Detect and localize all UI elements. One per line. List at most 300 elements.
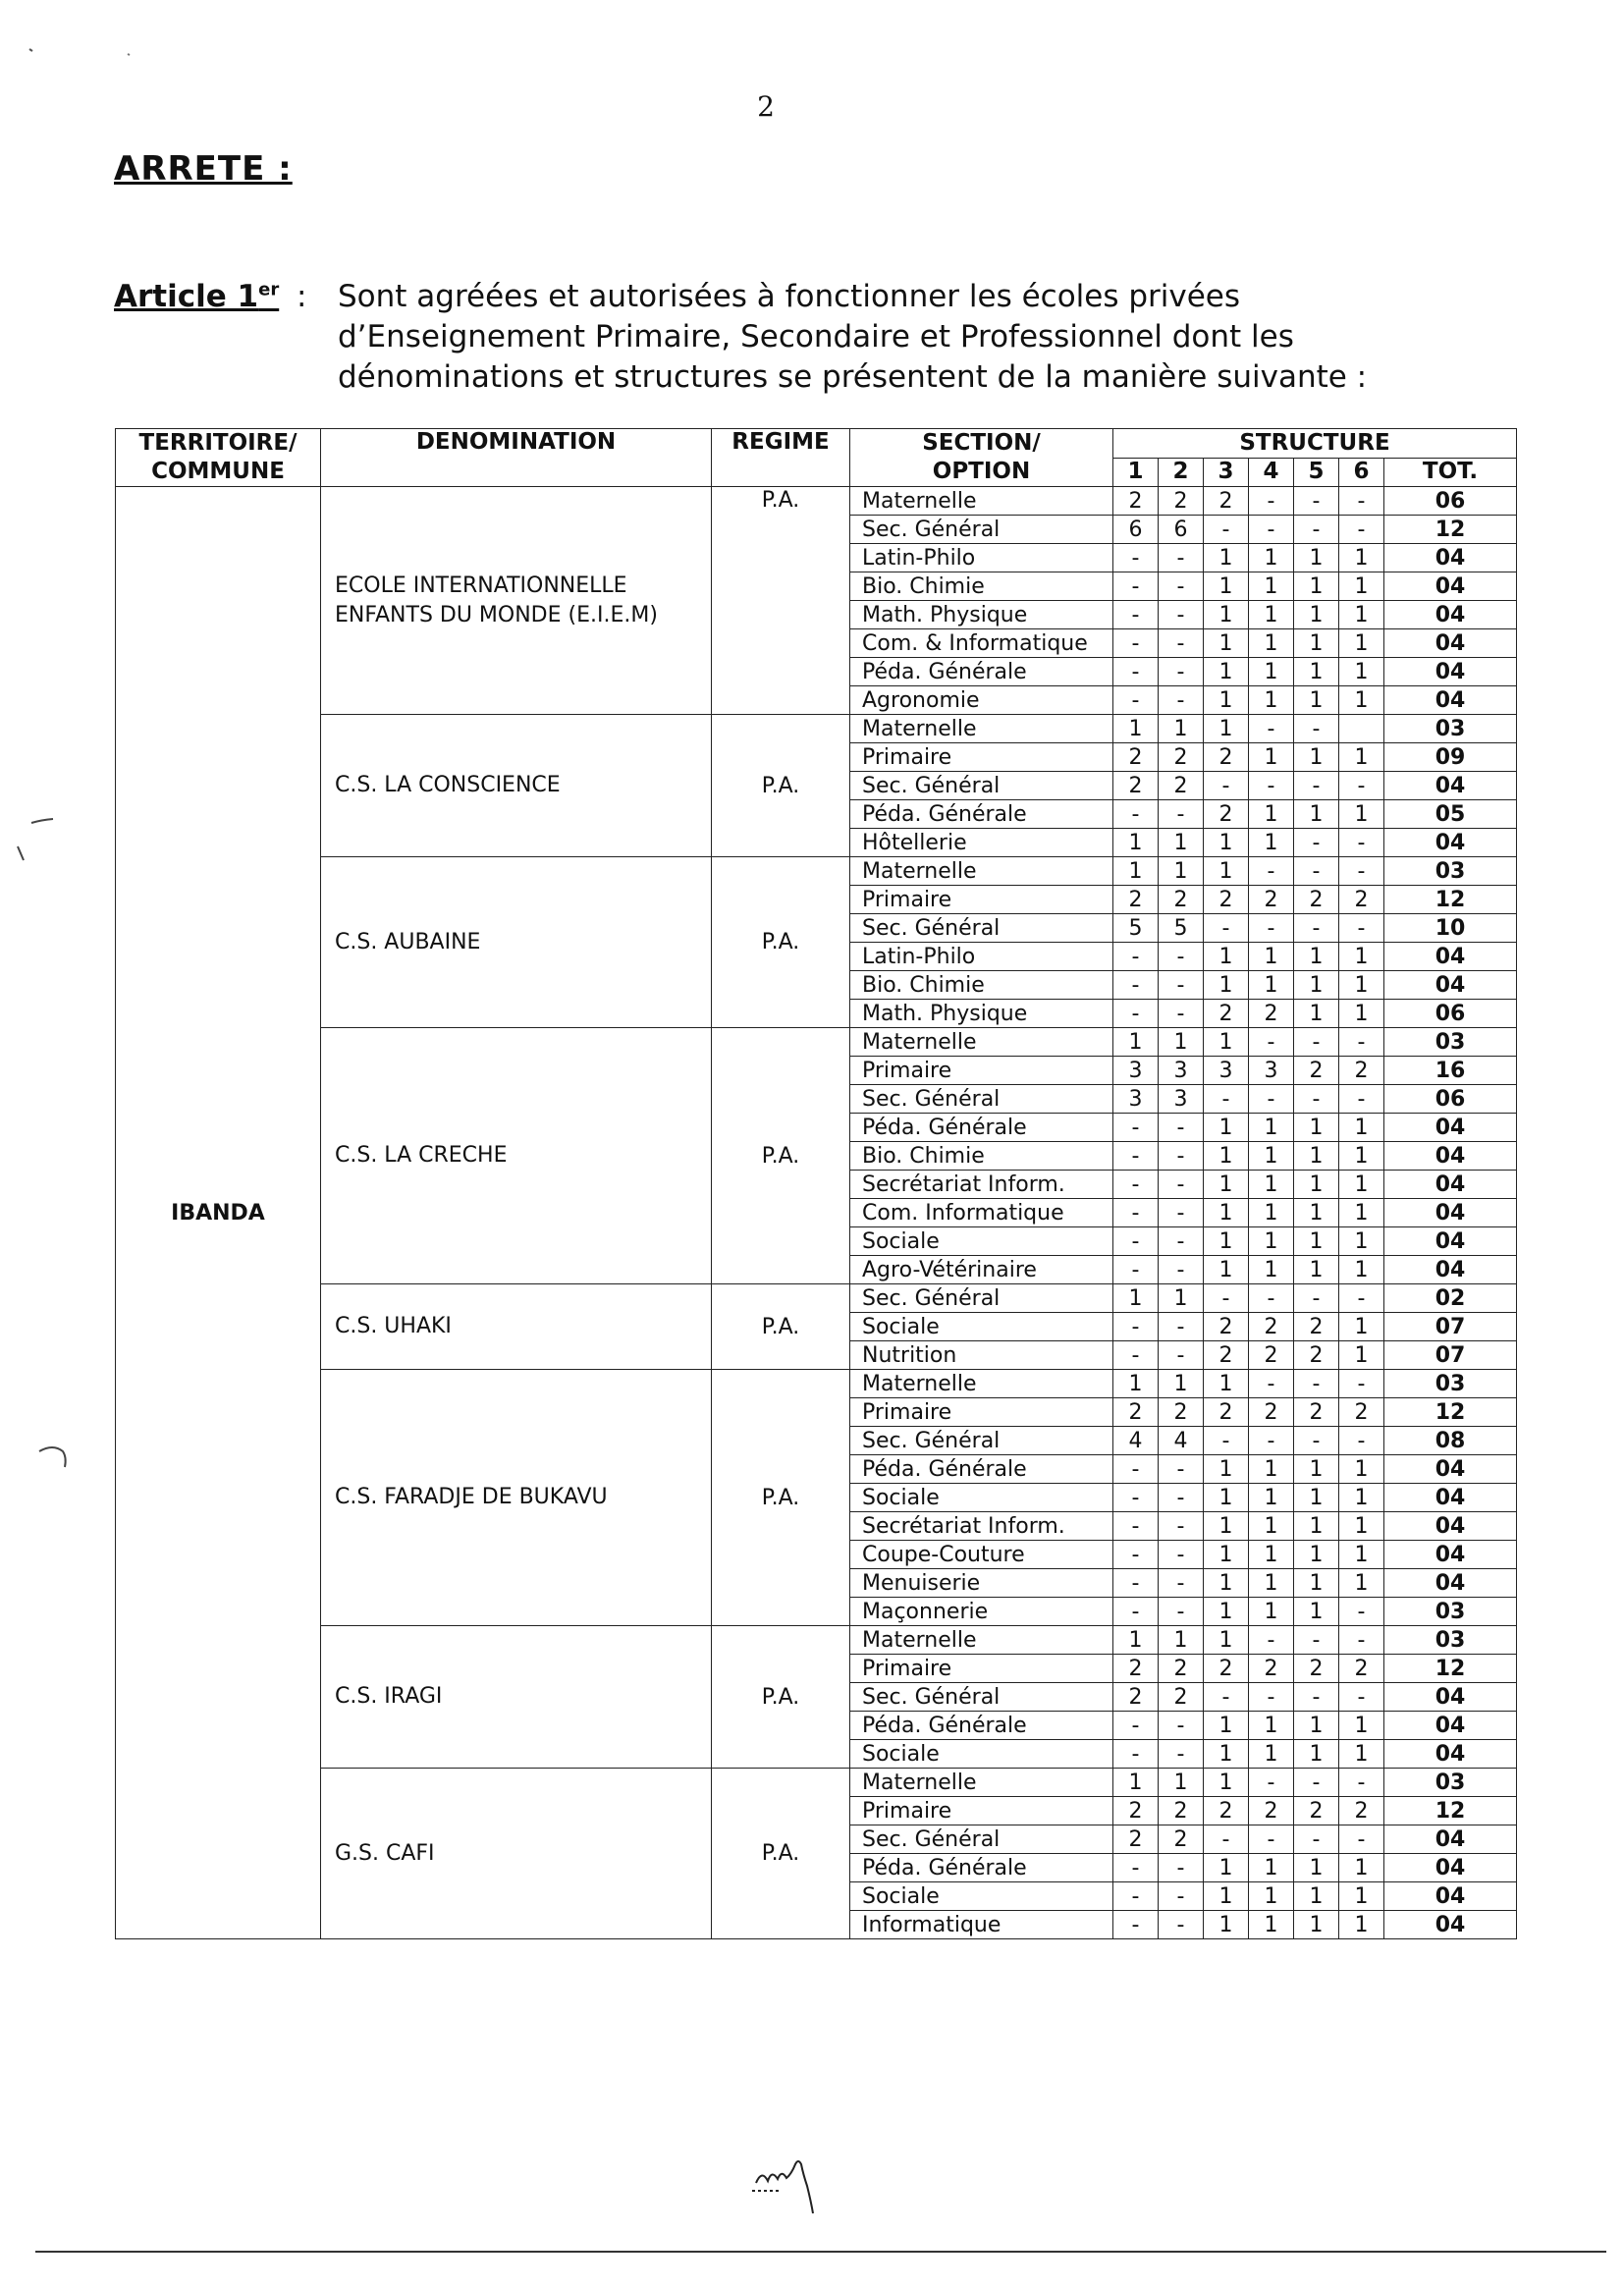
- table-row: [116, 857, 1517, 886]
- school-regime: P.A.: [712, 1370, 850, 1626]
- level-count-cell: 2: [1159, 1398, 1204, 1427]
- level-count-cell: 1: [1339, 800, 1384, 829]
- table-row: [116, 1370, 1517, 1398]
- level-count-cell: 2: [1249, 1000, 1294, 1028]
- level-count-cell: -: [1339, 829, 1384, 857]
- level-count-cell: 1: [1294, 800, 1339, 829]
- school-regime: P.A.: [712, 1626, 850, 1769]
- level-count-cell: 2: [1204, 1341, 1249, 1370]
- level-count-cell: 1: [1249, 1256, 1294, 1284]
- total-cell: 04: [1384, 829, 1517, 857]
- level-count-cell: 1: [1249, 686, 1294, 715]
- level-count-cell: -: [1113, 1199, 1159, 1227]
- level-count-cell: 2: [1204, 886, 1249, 914]
- level-count-cell: 2: [1159, 1655, 1204, 1683]
- level-count-cell: 1: [1204, 1484, 1249, 1512]
- level-count-cell: 2: [1113, 1683, 1159, 1712]
- section-cell: Sec. Général: [850, 1284, 1113, 1313]
- level-count-cell: -: [1113, 800, 1159, 829]
- level-count-cell: 1: [1204, 686, 1249, 715]
- level-count-cell: -: [1339, 516, 1384, 544]
- level-count-cell: 1: [1204, 1455, 1249, 1484]
- total-cell: 04: [1384, 629, 1517, 658]
- level-count-cell: 1: [1113, 1370, 1159, 1398]
- level-count-cell: -: [1339, 1683, 1384, 1712]
- level-count-cell: 1: [1339, 943, 1384, 971]
- level-count-cell: 1: [1249, 1199, 1294, 1227]
- level-count-cell: 2: [1294, 1341, 1339, 1370]
- section-cell: Maternelle: [850, 1370, 1113, 1398]
- level-count-cell: 1: [1204, 1227, 1249, 1256]
- level-count-cell: -: [1204, 772, 1249, 800]
- level-count-cell: 1: [1113, 1626, 1159, 1655]
- level-count-cell: -: [1249, 1284, 1294, 1313]
- section-cell: Péda. Générale: [850, 1114, 1113, 1142]
- level-count-cell: 1: [1294, 1598, 1339, 1626]
- level-count-cell: -: [1339, 1028, 1384, 1057]
- level-count-cell: -: [1159, 1569, 1204, 1598]
- article-colon: :: [297, 279, 307, 314]
- level-count-cell: 2: [1113, 1655, 1159, 1683]
- table-row: [116, 1028, 1517, 1057]
- section-cell: Primaire: [850, 1797, 1113, 1825]
- level-count-cell: -: [1249, 914, 1294, 943]
- level-count-cell: -: [1159, 686, 1204, 715]
- section-cell: Hôtellerie: [850, 829, 1113, 857]
- total-cell: 03: [1384, 715, 1517, 743]
- level-count-cell: -: [1159, 601, 1204, 629]
- total-cell: 12: [1384, 1655, 1517, 1683]
- section-cell: Maternelle: [850, 1769, 1113, 1797]
- total-cell: 12: [1384, 1797, 1517, 1825]
- level-count-cell: 2: [1294, 886, 1339, 914]
- header-total: TOT.: [1384, 458, 1517, 487]
- level-count-cell: 1: [1294, 1455, 1339, 1484]
- level-count-cell: -: [1159, 800, 1204, 829]
- section-cell: Math. Physique: [850, 1000, 1113, 1028]
- level-count-cell: 1: [1113, 857, 1159, 886]
- level-count-cell: -: [1294, 829, 1339, 857]
- level-count-cell: -: [1113, 544, 1159, 572]
- level-count-cell: -: [1294, 487, 1339, 516]
- level-count-cell: 1: [1339, 743, 1384, 772]
- total-cell: 03: [1384, 1028, 1517, 1057]
- level-count-cell: -: [1159, 658, 1204, 686]
- level-count-cell: 1: [1204, 1256, 1249, 1284]
- level-count-cell: 2: [1159, 1825, 1204, 1854]
- page-number: 2: [757, 90, 775, 123]
- level-count-cell: -: [1294, 1085, 1339, 1114]
- level-count-cell: 1: [1204, 572, 1249, 601]
- header-level: 3: [1204, 458, 1249, 487]
- level-count-cell: 1: [1249, 1171, 1294, 1199]
- level-count-cell: -: [1249, 487, 1294, 516]
- level-count-cell: 1: [1294, 1142, 1339, 1171]
- level-count-cell: -: [1249, 1028, 1294, 1057]
- total-cell: 06: [1384, 1000, 1517, 1028]
- header-territoire: TERRITOIRE/ COMMUNE: [116, 429, 321, 487]
- level-count-cell: 6: [1113, 516, 1159, 544]
- level-count-cell: 2: [1339, 1797, 1384, 1825]
- level-count-cell: 1: [1294, 572, 1339, 601]
- level-count-cell: -: [1294, 1427, 1339, 1455]
- level-count-cell: 1: [1113, 829, 1159, 857]
- level-count-cell: 1: [1204, 857, 1249, 886]
- level-count-cell: -: [1339, 487, 1384, 516]
- level-count-cell: -: [1204, 1683, 1249, 1712]
- level-count-cell: -: [1159, 971, 1204, 1000]
- total-cell: 04: [1384, 1569, 1517, 1598]
- level-count-cell: -: [1339, 1427, 1384, 1455]
- page-bottom-rule: [35, 2251, 1606, 2253]
- level-count-cell: -: [1339, 1284, 1384, 1313]
- level-count-cell: -: [1159, 629, 1204, 658]
- level-count-cell: 2: [1249, 1655, 1294, 1683]
- level-count-cell: 1: [1294, 544, 1339, 572]
- header-level: 4: [1249, 458, 1294, 487]
- level-count-cell: 1: [1339, 686, 1384, 715]
- level-count-cell: 1: [1294, 1484, 1339, 1512]
- header-level: 2: [1159, 458, 1204, 487]
- level-count-cell: 2: [1159, 886, 1204, 914]
- level-count-cell: 1: [1249, 1455, 1294, 1484]
- total-cell: 09: [1384, 743, 1517, 772]
- school-regime: P.A.: [712, 1769, 850, 1939]
- level-count-cell: -: [1159, 1854, 1204, 1882]
- table-header: [116, 429, 1517, 487]
- level-count-cell: -: [1204, 1284, 1249, 1313]
- section-cell: Maternelle: [850, 1028, 1113, 1057]
- level-count-cell: 1: [1294, 971, 1339, 1000]
- level-count-cell: -: [1294, 1370, 1339, 1398]
- total-cell: 04: [1384, 686, 1517, 715]
- school-regime: P.A.: [712, 487, 850, 715]
- level-count-cell: 2: [1159, 487, 1204, 516]
- level-count-cell: -: [1159, 1712, 1204, 1740]
- section-cell: Péda. Générale: [850, 1712, 1113, 1740]
- level-count-cell: 1: [1339, 1256, 1384, 1284]
- level-count-cell: 1: [1249, 800, 1294, 829]
- section-cell: Sociale: [850, 1484, 1113, 1512]
- level-count-cell: 2: [1159, 1797, 1204, 1825]
- level-count-cell: -: [1113, 1541, 1159, 1569]
- level-count-cell: 1: [1159, 715, 1204, 743]
- level-count-cell: 1: [1204, 1142, 1249, 1171]
- level-count-cell: 1: [1249, 943, 1294, 971]
- section-cell: Bio. Chimie: [850, 1142, 1113, 1171]
- level-count-cell: -: [1339, 1598, 1384, 1626]
- level-count-cell: -: [1113, 1484, 1159, 1512]
- header-level: 6: [1339, 458, 1384, 487]
- level-count-cell: -: [1294, 1284, 1339, 1313]
- total-cell: 04: [1384, 1712, 1517, 1740]
- school-name: C.S. FARADJE DE BUKAVU: [321, 1370, 712, 1626]
- header-level: 5: [1294, 458, 1339, 487]
- level-count-cell: 2: [1113, 1797, 1159, 1825]
- level-count-cell: 1: [1204, 544, 1249, 572]
- school-name: G.S. CAFI: [321, 1769, 712, 1939]
- total-cell: 12: [1384, 886, 1517, 914]
- level-count-cell: 1: [1339, 1114, 1384, 1142]
- level-count-cell: -: [1113, 572, 1159, 601]
- total-cell: 04: [1384, 1484, 1517, 1512]
- section-cell: Com. & Informatique: [850, 629, 1113, 658]
- header-denomination: DENOMINATION: [321, 429, 712, 487]
- total-cell: 04: [1384, 971, 1517, 1000]
- level-count-cell: -: [1294, 857, 1339, 886]
- section-cell: Primaire: [850, 1057, 1113, 1085]
- section-cell: Maternelle: [850, 1626, 1113, 1655]
- section-cell: Primaire: [850, 1655, 1113, 1683]
- level-count-cell: -: [1249, 1683, 1294, 1712]
- level-count-cell: 2: [1204, 1655, 1249, 1683]
- total-cell: 04: [1384, 1227, 1517, 1256]
- level-count-cell: -: [1113, 1313, 1159, 1341]
- level-count-cell: 1: [1294, 1171, 1339, 1199]
- level-count-cell: 1: [1339, 658, 1384, 686]
- level-count-cell: -: [1113, 1512, 1159, 1541]
- level-count-cell: 1: [1339, 601, 1384, 629]
- level-count-cell: -: [1113, 1341, 1159, 1370]
- level-count-cell: 1: [1294, 1740, 1339, 1769]
- level-count-cell: -: [1249, 1769, 1294, 1797]
- level-count-cell: -: [1159, 1000, 1204, 1028]
- level-count-cell: 1: [1113, 1769, 1159, 1797]
- level-count-cell: -: [1113, 1256, 1159, 1284]
- level-count-cell: 1: [1249, 544, 1294, 572]
- article-label-sup: er: [258, 279, 280, 300]
- level-count-cell: 1: [1294, 658, 1339, 686]
- level-count-cell: 1: [1294, 1854, 1339, 1882]
- section-cell: Informatique: [850, 1911, 1113, 1939]
- total-cell: 04: [1384, 1256, 1517, 1284]
- level-count-cell: 1: [1204, 1882, 1249, 1911]
- level-count-cell: 2: [1249, 1313, 1294, 1341]
- level-count-cell: 1: [1204, 1740, 1249, 1769]
- level-count-cell: 1: [1249, 629, 1294, 658]
- level-count-cell: 2: [1113, 743, 1159, 772]
- level-count-cell: -: [1159, 943, 1204, 971]
- level-count-cell: 1: [1204, 601, 1249, 629]
- level-count-cell: 2: [1113, 772, 1159, 800]
- level-count-cell: -: [1339, 772, 1384, 800]
- level-count-cell: -: [1113, 1142, 1159, 1171]
- level-count-cell: 2: [1113, 1398, 1159, 1427]
- total-cell: 06: [1384, 1085, 1517, 1114]
- schools-structure-table: [115, 428, 1517, 1939]
- article-label-text: Article 1: [114, 279, 259, 314]
- level-count-cell: -: [1159, 1199, 1204, 1227]
- section-cell: Sec. Général: [850, 1825, 1113, 1854]
- level-count-cell: 3: [1113, 1085, 1159, 1114]
- level-count-cell: -: [1159, 572, 1204, 601]
- level-count-cell: 2: [1249, 1398, 1294, 1427]
- level-count-cell: 1: [1294, 1114, 1339, 1142]
- level-count-cell: -: [1113, 629, 1159, 658]
- total-cell: 04: [1384, 1171, 1517, 1199]
- header-regime: REGIME: [712, 429, 850, 487]
- section-cell: Primaire: [850, 1398, 1113, 1427]
- level-count-cell: 1: [1204, 971, 1249, 1000]
- territoire-cell: IBANDA: [116, 487, 321, 1939]
- section-cell: Sec. Général: [850, 1683, 1113, 1712]
- level-count-cell: 1: [1339, 629, 1384, 658]
- level-count-cell: 6: [1159, 516, 1204, 544]
- total-cell: 04: [1384, 943, 1517, 971]
- level-count-cell: 1: [1294, 1882, 1339, 1911]
- level-count-cell: -: [1294, 1028, 1339, 1057]
- level-count-cell: 1: [1339, 572, 1384, 601]
- level-count-cell: 1: [1294, 1227, 1339, 1256]
- level-count-cell: 1: [1339, 1484, 1384, 1512]
- signature: [748, 2146, 856, 2224]
- level-count-cell: -: [1159, 1740, 1204, 1769]
- level-count-cell: -: [1159, 1114, 1204, 1142]
- level-count-cell: 1: [1249, 971, 1294, 1000]
- total-cell: 02: [1384, 1284, 1517, 1313]
- level-count-cell: 2: [1204, 1398, 1249, 1427]
- level-count-cell: -: [1113, 686, 1159, 715]
- level-count-cell: 2: [1339, 1655, 1384, 1683]
- section-cell: Maternelle: [850, 857, 1113, 886]
- table-body: [116, 487, 1517, 1939]
- level-count-cell: 1: [1339, 1512, 1384, 1541]
- level-count-cell: -: [1113, 1114, 1159, 1142]
- level-count-cell: 1: [1294, 686, 1339, 715]
- total-cell: 08: [1384, 1427, 1517, 1455]
- school-name: C.S. LA CONSCIENCE: [321, 715, 712, 857]
- section-cell: Menuiserie: [850, 1569, 1113, 1598]
- level-count-cell: 1: [1339, 1142, 1384, 1171]
- school-regime: P.A.: [712, 1284, 850, 1370]
- level-count-cell: -: [1204, 1825, 1249, 1854]
- level-count-cell: 1: [1159, 857, 1204, 886]
- section-cell: Sociale: [850, 1313, 1113, 1341]
- level-count-cell: 2: [1294, 1655, 1339, 1683]
- level-count-cell: 1: [1294, 1256, 1339, 1284]
- level-count-cell: -: [1339, 857, 1384, 886]
- level-count-cell: 1: [1204, 1541, 1249, 1569]
- level-count-cell: -: [1113, 1598, 1159, 1626]
- level-count-cell: -: [1294, 772, 1339, 800]
- level-count-cell: 1: [1249, 1541, 1294, 1569]
- section-cell: Maternelle: [850, 487, 1113, 516]
- school-regime: P.A.: [712, 1028, 850, 1284]
- section-cell: Sec. Général: [850, 516, 1113, 544]
- level-count-cell: 1: [1204, 1028, 1249, 1057]
- level-count-cell: 2: [1294, 1797, 1339, 1825]
- level-count-cell: -: [1159, 1911, 1204, 1939]
- level-count-cell: -: [1249, 1825, 1294, 1854]
- total-cell: 04: [1384, 1541, 1517, 1569]
- school-regime: P.A.: [712, 857, 850, 1028]
- total-cell: 03: [1384, 1598, 1517, 1626]
- table-row: [116, 1769, 1517, 1797]
- level-count-cell: 5: [1159, 914, 1204, 943]
- level-count-cell: 1: [1339, 1854, 1384, 1882]
- level-count-cell: -: [1294, 1683, 1339, 1712]
- level-count-cell: 1: [1294, 601, 1339, 629]
- level-count-cell: 3: [1204, 1057, 1249, 1085]
- level-count-cell: 2: [1159, 772, 1204, 800]
- section-cell: Sociale: [850, 1882, 1113, 1911]
- section-cell: Maternelle: [850, 715, 1113, 743]
- section-cell: Bio. Chimie: [850, 572, 1113, 601]
- level-count-cell: 1: [1339, 1541, 1384, 1569]
- level-count-cell: 1: [1339, 1000, 1384, 1028]
- total-cell: 04: [1384, 1114, 1517, 1142]
- level-count-cell: -: [1339, 1626, 1384, 1655]
- level-count-cell: 2: [1249, 1341, 1294, 1370]
- total-cell: 04: [1384, 1142, 1517, 1171]
- total-cell: 03: [1384, 1626, 1517, 1655]
- level-count-cell: 1: [1204, 1911, 1249, 1939]
- level-count-cell: -: [1159, 1598, 1204, 1626]
- level-count-cell: -: [1113, 1569, 1159, 1598]
- level-count-cell: 1: [1113, 715, 1159, 743]
- level-count-cell: 1: [1204, 1626, 1249, 1655]
- level-count-cell: 2: [1249, 1797, 1294, 1825]
- level-count-cell: 1: [1294, 1512, 1339, 1541]
- level-count-cell: -: [1113, 971, 1159, 1000]
- section-cell: Sec. Général: [850, 914, 1113, 943]
- total-cell: 04: [1384, 1854, 1517, 1882]
- level-count-cell: 1: [1249, 829, 1294, 857]
- section-cell: Coupe-Couture: [850, 1541, 1113, 1569]
- level-count-cell: -: [1113, 1455, 1159, 1484]
- level-count-cell: 1: [1249, 1882, 1294, 1911]
- level-count-cell: 1: [1294, 743, 1339, 772]
- level-count-cell: 2: [1113, 487, 1159, 516]
- level-count-cell: 1: [1204, 715, 1249, 743]
- level-count-cell: -: [1249, 1085, 1294, 1114]
- level-count-cell: 3: [1159, 1057, 1204, 1085]
- section-cell: Maçonnerie: [850, 1598, 1113, 1626]
- level-count-cell: 1: [1294, 629, 1339, 658]
- section-cell: Péda. Générale: [850, 800, 1113, 829]
- level-count-cell: 2: [1204, 1797, 1249, 1825]
- level-count-cell: 1: [1249, 1569, 1294, 1598]
- level-count-cell: 1: [1249, 601, 1294, 629]
- level-count-cell: -: [1159, 1171, 1204, 1199]
- level-count-cell: -: [1159, 1541, 1204, 1569]
- level-count-cell: 1: [1339, 1171, 1384, 1199]
- level-count-cell: -: [1204, 914, 1249, 943]
- level-count-cell: 1: [1204, 1569, 1249, 1598]
- level-count-cell: 1: [1249, 1227, 1294, 1256]
- level-count-cell: -: [1204, 1427, 1249, 1455]
- section-cell: Agronomie: [850, 686, 1113, 715]
- level-count-cell: 2: [1113, 886, 1159, 914]
- level-count-cell: 1: [1249, 1484, 1294, 1512]
- level-count-cell: 1: [1204, 1171, 1249, 1199]
- level-count-cell: 1: [1294, 943, 1339, 971]
- level-count-cell: 3: [1249, 1057, 1294, 1085]
- level-count-cell: 2: [1294, 1313, 1339, 1341]
- total-cell: 04: [1384, 772, 1517, 800]
- level-count-cell: 4: [1113, 1427, 1159, 1455]
- section-cell: Sec. Général: [850, 772, 1113, 800]
- level-count-cell: 1: [1204, 629, 1249, 658]
- level-count-cell: -: [1159, 1455, 1204, 1484]
- level-count-cell: -: [1113, 1882, 1159, 1911]
- school-name: C.S. LA CRECHE: [321, 1028, 712, 1284]
- level-count-cell: 1: [1249, 1142, 1294, 1171]
- level-count-cell: -: [1113, 1171, 1159, 1199]
- level-count-cell: 1: [1204, 943, 1249, 971]
- level-count-cell: 1: [1159, 1769, 1204, 1797]
- total-cell: 16: [1384, 1057, 1517, 1085]
